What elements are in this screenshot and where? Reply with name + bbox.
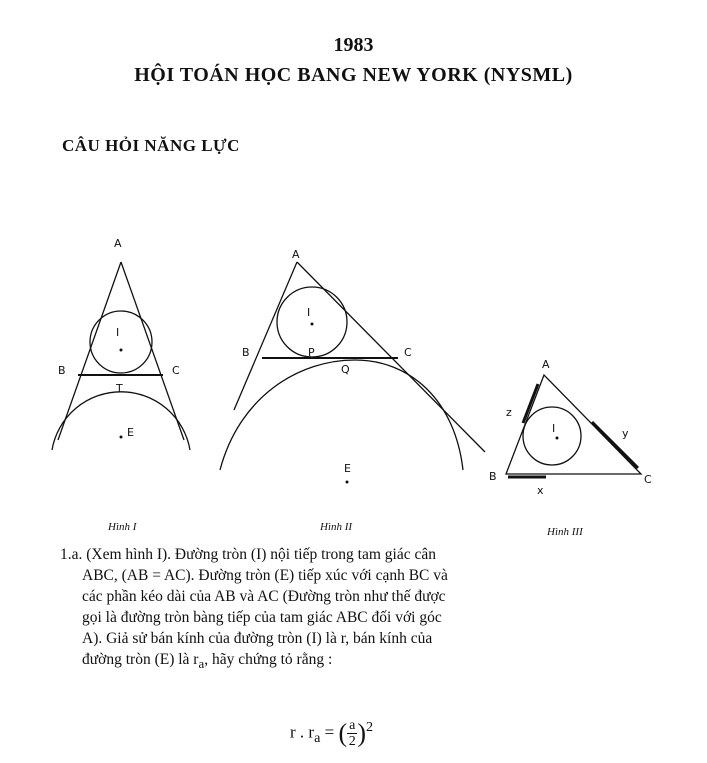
formula-r: r [290,722,296,742]
fig1-side-ab [58,262,121,440]
year-heading: 1983 [333,34,374,56]
problem-line-4: gọi là đường tròn bàng tiếp của tam giác ABC đối với góc [82,609,442,626]
fig2-center-e [346,481,349,484]
problem-subscript-a: a [198,656,205,672]
fig1-incircle [90,311,152,373]
formula-paren-left: ( [338,718,348,748]
fig1-center-e [120,436,123,439]
formula-denominator: 2 [348,734,356,749]
fig3-label-c: C [644,473,652,486]
fig2-label-a: A [292,248,300,261]
formula [290,718,373,749]
fig1-label-b: B [58,364,66,377]
figure-2 [220,262,485,470]
fig2-label-i: I [307,306,311,319]
problem-line-6-tail: , hãy chứng tỏ rằng : [204,651,333,668]
fig1-label-a: A [114,237,122,250]
fig1-label-c: C [172,364,180,377]
formula-exponent: 2 [366,718,374,735]
fig1-excircle-arc [52,392,190,450]
fig2-label-c: C [404,346,412,359]
fig3-incircle [523,407,581,465]
fig3-triangle [506,375,641,474]
formula-sub-a: a [314,729,321,746]
fig3-label-a: A [542,358,550,371]
fig3-caption: Hình III [547,526,583,538]
fig3-label-b: B [489,470,497,483]
fig1-caption: Hình I [108,521,137,533]
formula-numerator: a [349,718,356,733]
fig2-label-e: E [344,462,351,475]
fig1-label-t: T [116,382,123,395]
problem-line-6-text: đường tròn (E) là r [82,651,199,668]
fig3-segment-y [592,422,638,468]
fig2-label-b: B [242,346,250,359]
fig3-center-i [556,437,559,440]
fig1-center-i [120,349,123,352]
figure-1 [52,262,190,450]
problem-line-6 [60,649,652,674]
formula-dot: . [299,722,305,742]
formula-paren-right: ) [357,718,367,748]
fig2-side-ab [234,262,297,410]
fig2-label-p: P [308,346,315,359]
fig2-label-q: Q [341,363,350,376]
formula-fraction [347,718,357,749]
fig1-label-e: E [127,426,134,439]
formula-ra: r [308,722,315,742]
fig3-label-y: y [622,427,629,440]
figure-3 [506,375,641,477]
problem-line-1: 1.a. (Xem hình I). Đường tròn (I) nội tiếp trong tam giác cân [60,546,437,563]
fig2-excircle-arc [220,360,463,470]
problem-paragraph [60,544,652,674]
fig3-label-x: x [537,484,544,497]
problem-line-3: các phần kéo dài của AB và AC (Đường tròn như thế được [82,588,446,605]
fig1-label-i: I [116,326,120,339]
fig3-label-z: z [506,406,512,419]
page-title: HỘI TOÁN HỌC BANG NEW YORK (NYSML) [134,64,573,86]
formula-equals: = [324,722,335,742]
fig1-side-ac [121,262,184,440]
fig3-label-i: I [552,422,556,435]
section-heading: CÂU HỎI NĂNG LỰC [62,136,240,155]
problem-line-2: ABC, (AB = AC). Đường tròn (E) tiếp xúc với cạnh BC và [82,567,448,584]
problem-line-5: A). Giả sử bán kính của đường tròn (I) là r, bán kính của [82,630,433,647]
fig2-caption: Hình II [320,521,353,533]
fig2-center-i [311,323,314,326]
